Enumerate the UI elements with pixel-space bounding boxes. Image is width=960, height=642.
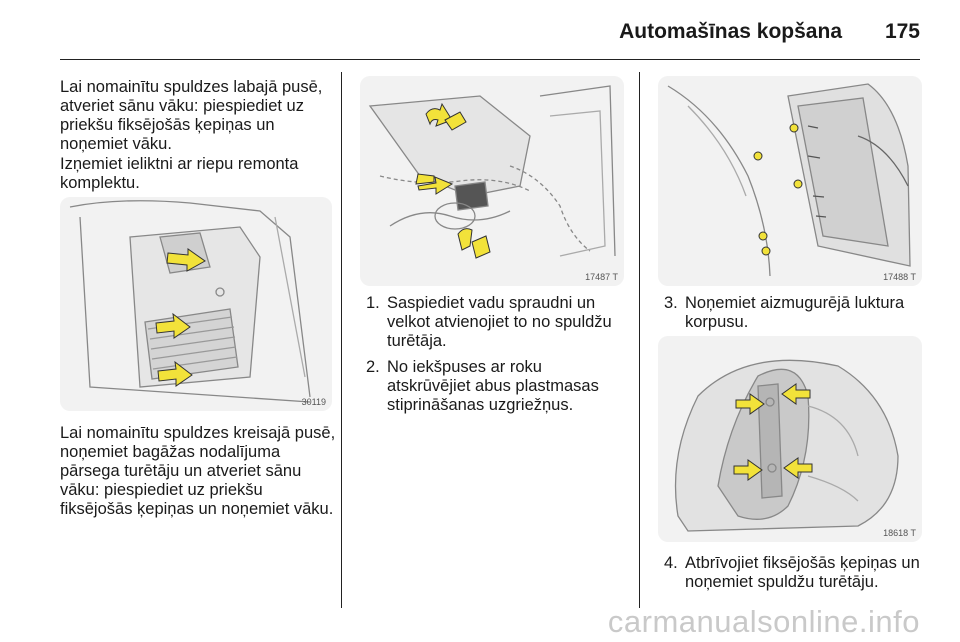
instruction-paragraph-right-side: Lai nomainītu spuldzes labajā pusē, atveriet sānu vāku: piespiediet uz priekšu fiksējošās ķepiņas un noņemiet vāku. [60, 78, 323, 153]
step-text: Saspiediet vadu spraudni un velkot atvienojiet to no spuldžu turētāja. [387, 294, 612, 350]
figure-tail-light-housing [658, 76, 922, 286]
step-number: 2. [366, 358, 380, 376]
instruction-paragraph-left-side: Lai nomainītu spuldzes kreisajā pusē, noņemiet bagāžas nodalījuma pārsega turētāju un atveriet sānu vāku: piespiediet uz priekšu fiksējošās ķepiņas un noņemiet vāku. [60, 424, 336, 518]
column-divider-left [341, 72, 342, 608]
step-item-4 [664, 554, 926, 592]
figure-connector-unplug [360, 76, 624, 286]
steps-list-right-b [664, 554, 926, 599]
page-number: 175 [884, 20, 920, 43]
figure-code: 17488 T [883, 272, 916, 282]
section-title: Automašīnas kopšana [619, 20, 842, 43]
step-number: 4. [664, 554, 678, 572]
step-text: Atbrīvojiet fiksējošās ķepiņas un noņemiet spuldžu turētāju. [685, 554, 920, 591]
watermark: carmanualsonline.info [607, 604, 920, 639]
step-item-3 [664, 294, 926, 332]
step-number: 1. [366, 294, 380, 312]
step-item-1 [366, 294, 628, 351]
figure-code: 17487 T [585, 272, 618, 282]
column-divider-right [639, 72, 640, 608]
steps-list-right-a [664, 294, 926, 339]
page-header [0, 0, 960, 60]
step-text: Noņemiet aizmugurējā luktura korpusu. [685, 294, 905, 331]
connector-unplug-illustration [360, 76, 624, 286]
bulb-holder-illustration [658, 336, 922, 542]
steps-list-middle [366, 294, 628, 422]
figure-bulb-holder [658, 336, 922, 542]
trunk-side-cover-illustration [60, 197, 332, 411]
figure-code: 30119 [301, 397, 326, 407]
step-item-2 [366, 358, 628, 415]
tail-light-housing-illustration [658, 76, 922, 286]
step-number: 3. [664, 294, 678, 312]
step-text: No iekšpuses ar roku atskrūvējiet abus plastmasas stiprināšanas uzgriežņus. [387, 358, 599, 414]
figure-trunk-side-cover [60, 197, 332, 411]
header-divider [60, 59, 920, 60]
instruction-paragraph-remove-insert: Izņemiet ieliktni ar riepu remonta komplektu. [60, 155, 299, 192]
figure-code: 18618 T [883, 528, 916, 538]
